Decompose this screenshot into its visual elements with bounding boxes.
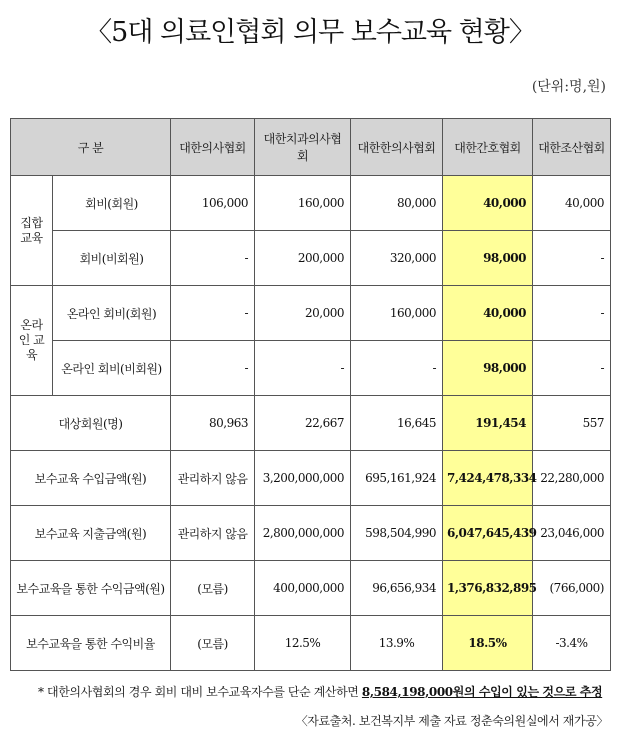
table-cell: -3.4% xyxy=(533,616,611,671)
table-cell: 22,280,000 xyxy=(533,451,611,506)
table-cell: 관리하지 않음 xyxy=(171,506,255,561)
table-row xyxy=(11,286,611,341)
source-note: 〈자료출처. 보건복지부 제출 자료 정춘숙의원실에서 재가공〉 xyxy=(295,714,608,728)
table-cell: 20,000 xyxy=(255,286,351,341)
table-cell: - xyxy=(171,286,255,341)
row-label: 온라인 회비(회원) xyxy=(53,286,171,341)
footnote-highlight: 8,584,198,000원의 수입이 있는 것으로 추정 xyxy=(361,685,603,699)
table-cell: 80,963 xyxy=(171,396,255,451)
group-label-offline: 집합 교육 xyxy=(11,176,53,286)
table-cell: - xyxy=(171,341,255,396)
table-cell: - xyxy=(255,341,351,396)
table-cell: 400,000,000 xyxy=(255,561,351,616)
table-cell-highlight: 7,424,478,334 xyxy=(443,451,533,506)
table-cell-highlight: 40,000 xyxy=(443,286,533,341)
table-cell: 16,645 xyxy=(351,396,443,451)
table-cell: - xyxy=(351,341,443,396)
table-cell: 3,200,000,000 xyxy=(255,451,351,506)
table-cell-highlight: 18.5% xyxy=(443,616,533,671)
table-cell: 2,800,000,000 xyxy=(255,506,351,561)
footnote xyxy=(38,683,610,700)
table-cell: (766,000) xyxy=(533,561,611,616)
table-cell-highlight: 98,000 xyxy=(443,231,533,286)
table-row xyxy=(11,561,611,616)
table-cell: - xyxy=(171,231,255,286)
table-cell: 관리하지 않음 xyxy=(171,451,255,506)
table-cell: 160,000 xyxy=(255,176,351,231)
table-cell: 13.9% xyxy=(351,616,443,671)
table-row xyxy=(11,616,611,671)
table-row xyxy=(11,231,611,286)
table-cell: 23,046,000 xyxy=(533,506,611,561)
table-cell: (모름) xyxy=(171,561,255,616)
table-cell: - xyxy=(533,231,611,286)
table-row xyxy=(11,396,611,451)
row-label: 온라인 회비(비회원) xyxy=(53,341,171,396)
header-column: 대한치과의사협회 xyxy=(255,119,351,176)
table-cell: - xyxy=(533,286,611,341)
table-row xyxy=(11,341,611,396)
education-status-table xyxy=(10,118,611,671)
row-label: 회비(비회원) xyxy=(53,231,171,286)
table-cell-highlight: 98,000 xyxy=(443,341,533,396)
table-cell: 695,161,924 xyxy=(351,451,443,506)
page-title: 〈5대 의료인협회 의무 보수교육 현황〉 xyxy=(85,17,535,48)
header-column: 대한한의사협회 xyxy=(351,119,443,176)
header-column: 대한간호협회 xyxy=(443,119,533,176)
row-label: 보수교육을 통한 수익금액(원) xyxy=(11,561,171,616)
table-cell: 22,667 xyxy=(255,396,351,451)
group-label-online: 온라인 교육 xyxy=(11,286,53,396)
row-label: 회비(회원) xyxy=(53,176,171,231)
table-cell: 80,000 xyxy=(351,176,443,231)
table-cell: 557 xyxy=(533,396,611,451)
table-cell: 320,000 xyxy=(351,231,443,286)
header-column: 대한조산협회 xyxy=(533,119,611,176)
row-label: 대상회원(명) xyxy=(11,396,171,451)
header-category: 구 분 xyxy=(11,119,171,176)
table-cell: 106,000 xyxy=(171,176,255,231)
table-cell: - xyxy=(533,341,611,396)
row-label: 보수교육을 통한 수익비율 xyxy=(11,616,171,671)
table-row xyxy=(11,506,611,561)
table-cell-highlight: 40,000 xyxy=(443,176,533,231)
table-cell: 12.5% xyxy=(255,616,351,671)
table-cell: 96,656,934 xyxy=(351,561,443,616)
table-row xyxy=(11,451,611,506)
table-cell: 40,000 xyxy=(533,176,611,231)
table-cell-highlight: 6,047,645,439 xyxy=(443,506,533,561)
table-cell-highlight: 191,454 xyxy=(443,396,533,451)
footnote-text: * 대한의사협회의 경우 회비 대비 보수교육자수를 단순 계산하면 xyxy=(38,685,362,699)
table-cell: (모름) xyxy=(171,616,255,671)
row-label: 보수교육 지출금액(원) xyxy=(11,506,171,561)
table-header-row xyxy=(11,119,611,176)
table-cell: 598,504,990 xyxy=(351,506,443,561)
table-cell: 200,000 xyxy=(255,231,351,286)
unit-label: (단위:명,원) xyxy=(531,79,606,95)
row-label: 보수교육 수입금액(원) xyxy=(11,451,171,506)
table-cell: 160,000 xyxy=(351,286,443,341)
header-column: 대한의사협회 xyxy=(171,119,255,176)
table-row xyxy=(11,176,611,231)
table-cell-highlight: 1,376,832,895 xyxy=(443,561,533,616)
